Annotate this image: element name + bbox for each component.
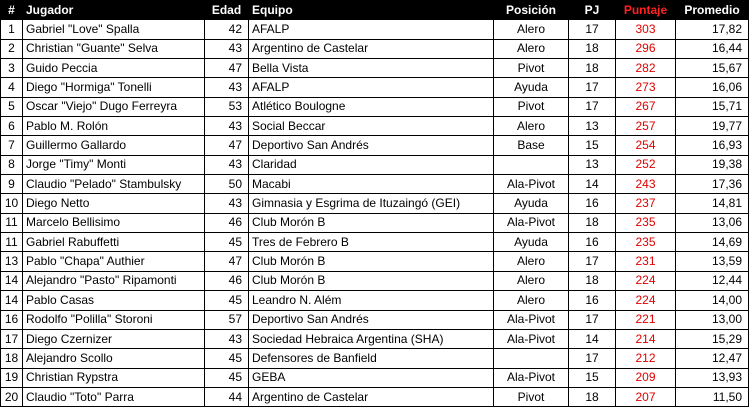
cell-player: Gabriel Rabuffetti: [23, 233, 205, 252]
cell-age: 45: [205, 349, 249, 368]
cell-average: 19,77: [676, 117, 749, 136]
cell-games: 13: [569, 117, 616, 136]
cell-average: 19,38: [676, 155, 749, 174]
cell-points: 296: [616, 39, 676, 58]
cell-player: Alejandro Scollo: [23, 349, 205, 368]
cell-team: Leandro N. Além: [249, 291, 494, 310]
cell-games: 13: [569, 155, 616, 174]
cell-points: 224: [616, 291, 676, 310]
cell-position: Ala-Pivot: [494, 329, 569, 348]
cell-team: GEBA: [249, 368, 494, 387]
cell-rank: 20: [1, 387, 23, 406]
cell-player: Guillermo Gallardo: [23, 136, 205, 155]
cell-points: 252: [616, 155, 676, 174]
cell-age: 43: [205, 39, 249, 58]
cell-points: 207: [616, 387, 676, 406]
cell-player: Diego Czernizer: [23, 329, 205, 348]
cell-position: Alero: [494, 39, 569, 58]
cell-average: 15,29: [676, 329, 749, 348]
cell-age: 43: [205, 194, 249, 213]
table-row: [1, 368, 749, 387]
cell-age: 53: [205, 97, 249, 116]
cell-age: 47: [205, 59, 249, 78]
cell-points: 273: [616, 78, 676, 97]
table-row: [1, 194, 749, 213]
cell-player: Guido Peccia: [23, 59, 205, 78]
cell-average: 15,67: [676, 59, 749, 78]
cell-age: 45: [205, 233, 249, 252]
cell-rank: 8: [1, 155, 23, 174]
cell-player: Diego Netto: [23, 194, 205, 213]
table-row: [1, 233, 749, 252]
cell-rank: 13: [1, 252, 23, 271]
cell-average: 13,59: [676, 252, 749, 271]
table-row: [1, 175, 749, 194]
cell-age: 46: [205, 213, 249, 232]
cell-games: 16: [569, 291, 616, 310]
cell-games: 14: [569, 175, 616, 194]
cell-points: 235: [616, 213, 676, 232]
cell-age: 50: [205, 175, 249, 194]
cell-age: 43: [205, 155, 249, 174]
cell-games: 18: [569, 59, 616, 78]
cell-rank: 19: [1, 368, 23, 387]
cell-points: 282: [616, 59, 676, 78]
cell-games: 17: [569, 78, 616, 97]
cell-team: Club Morón B: [249, 213, 494, 232]
table-row: [1, 349, 749, 368]
cell-position: Ayuda: [494, 233, 569, 252]
cell-player: Pablo M. Rolón: [23, 117, 205, 136]
table-body: [1, 20, 749, 407]
cell-player: Alejandro "Pasto" Ripamonti: [23, 271, 205, 290]
cell-points: 235: [616, 233, 676, 252]
cell-average: 16,44: [676, 39, 749, 58]
cell-points: 243: [616, 175, 676, 194]
cell-position: Ala-Pivot: [494, 175, 569, 194]
cell-age: 45: [205, 291, 249, 310]
cell-average: 11,50: [676, 387, 749, 406]
header-player: Jugador: [23, 1, 205, 20]
table-row: [1, 213, 749, 232]
cell-team: Deportivo San Andrés: [249, 310, 494, 329]
cell-games: 17: [569, 349, 616, 368]
cell-points: 231: [616, 252, 676, 271]
cell-games: 18: [569, 271, 616, 290]
cell-position: Pivot: [494, 387, 569, 406]
cell-age: 57: [205, 310, 249, 329]
cell-player: Rodolfo "Polilla" Storoni: [23, 310, 205, 329]
header-position: Posición: [494, 1, 569, 20]
cell-rank: 17: [1, 329, 23, 348]
table-row: [1, 136, 749, 155]
header-rank: #: [1, 1, 23, 20]
cell-rank: 6: [1, 117, 23, 136]
cell-average: 15,71: [676, 97, 749, 116]
cell-rank: 4: [1, 78, 23, 97]
cell-games: 15: [569, 368, 616, 387]
cell-average: 13,93: [676, 368, 749, 387]
cell-team: Claridad: [249, 155, 494, 174]
cell-team: Tres de Febrero B: [249, 233, 494, 252]
cell-player: Claudio "Pelado" Stambulsky: [23, 175, 205, 194]
cell-position: Base: [494, 136, 569, 155]
cell-team: Bella Vista: [249, 59, 494, 78]
cell-points: 267: [616, 97, 676, 116]
cell-team: Club Morón B: [249, 252, 494, 271]
cell-games: 16: [569, 233, 616, 252]
cell-points: 303: [616, 20, 676, 39]
cell-points: 257: [616, 117, 676, 136]
cell-team: Social Beccar: [249, 117, 494, 136]
cell-position: Alero: [494, 252, 569, 271]
header-age: Edad: [205, 1, 249, 20]
cell-team: Deportivo San Andrés: [249, 136, 494, 155]
cell-games: 15: [569, 136, 616, 155]
cell-player: Christian "Guante" Selva: [23, 39, 205, 58]
cell-position: Alero: [494, 117, 569, 136]
cell-average: 13,00: [676, 310, 749, 329]
cell-age: 43: [205, 78, 249, 97]
header-points: Puntaje: [616, 1, 676, 20]
table-row: [1, 310, 749, 329]
cell-rank: 3: [1, 59, 23, 78]
cell-age: 46: [205, 271, 249, 290]
cell-average: 14,69: [676, 233, 749, 252]
cell-points: 212: [616, 349, 676, 368]
cell-average: 16,06: [676, 78, 749, 97]
cell-position: Ayuda: [494, 78, 569, 97]
cell-rank: 10: [1, 194, 23, 213]
cell-position: [494, 349, 569, 368]
cell-player: Pablo Casas: [23, 291, 205, 310]
cell-team: AFALP: [249, 78, 494, 97]
cell-player: Pablo "Chapa" Authier: [23, 252, 205, 271]
cell-age: 47: [205, 252, 249, 271]
cell-position: Pivot: [494, 59, 569, 78]
cell-age: 42: [205, 20, 249, 39]
cell-rank: 11: [1, 213, 23, 232]
cell-team: Sociedad Hebraica Argentina (SHA): [249, 329, 494, 348]
cell-position: Ayuda: [494, 194, 569, 213]
cell-player: Marcelo Bellisimo: [23, 213, 205, 232]
cell-games: 18: [569, 213, 616, 232]
table-row: [1, 329, 749, 348]
cell-team: Club Morón B: [249, 271, 494, 290]
cell-age: 47: [205, 136, 249, 155]
cell-position: Ala-Pivot: [494, 310, 569, 329]
table-row: [1, 20, 749, 39]
cell-average: 16,93: [676, 136, 749, 155]
cell-average: 12,44: [676, 271, 749, 290]
cell-team: Defensores de Banfield: [249, 349, 494, 368]
cell-team: Atlético Boulogne: [249, 97, 494, 116]
cell-team: Argentino de Castelar: [249, 39, 494, 58]
cell-games: 17: [569, 310, 616, 329]
cell-player: Diego "Hormiga" Tonelli: [23, 78, 205, 97]
cell-position: Alero: [494, 271, 569, 290]
cell-position: Alero: [494, 291, 569, 310]
cell-rank: 9: [1, 175, 23, 194]
cell-average: 14,81: [676, 194, 749, 213]
table-row: [1, 291, 749, 310]
cell-player: Oscar "Viejo" Dugo Ferreyra: [23, 97, 205, 116]
cell-games: 16: [569, 194, 616, 213]
cell-position: Pivot: [494, 97, 569, 116]
cell-average: 14,00: [676, 291, 749, 310]
cell-player: Christian Rypstra: [23, 368, 205, 387]
table-row: [1, 59, 749, 78]
table-row: [1, 97, 749, 116]
table-row: [1, 155, 749, 174]
cell-games: 17: [569, 20, 616, 39]
cell-player: Claudio "Toto" Parra: [23, 387, 205, 406]
table-row: [1, 252, 749, 271]
header-row: [1, 1, 749, 20]
cell-position: Alero: [494, 20, 569, 39]
cell-points: 237: [616, 194, 676, 213]
table-row: [1, 78, 749, 97]
cell-points: 224: [616, 271, 676, 290]
cell-points: 254: [616, 136, 676, 155]
table-row: [1, 39, 749, 58]
cell-games: 17: [569, 97, 616, 116]
cell-age: 45: [205, 368, 249, 387]
cell-rank: 18: [1, 349, 23, 368]
cell-games: 18: [569, 39, 616, 58]
cell-rank: 1: [1, 20, 23, 39]
cell-player: Jorge "Timy" Monti: [23, 155, 205, 174]
cell-team: AFALP: [249, 20, 494, 39]
cell-team: Macabi: [249, 175, 494, 194]
header-games: PJ: [569, 1, 616, 20]
cell-rank: 11: [1, 233, 23, 252]
cell-rank: 2: [1, 39, 23, 58]
cell-average: 13,06: [676, 213, 749, 232]
cell-position: Ala-Pivot: [494, 368, 569, 387]
cell-rank: 14: [1, 271, 23, 290]
cell-points: 209: [616, 368, 676, 387]
cell-points: 214: [616, 329, 676, 348]
table-row: [1, 387, 749, 406]
cell-player: Gabriel "Love" Spalla: [23, 20, 205, 39]
cell-rank: 7: [1, 136, 23, 155]
cell-position: [494, 155, 569, 174]
table-row: [1, 271, 749, 290]
cell-average: 17,36: [676, 175, 749, 194]
cell-team: Gimnasia y Esgrima de Ituzaingó (GEI): [249, 194, 494, 213]
cell-rank: 5: [1, 97, 23, 116]
cell-age: 43: [205, 329, 249, 348]
header-team: Equipo: [249, 1, 494, 20]
cell-games: 18: [569, 387, 616, 406]
header-average: Promedio: [676, 1, 749, 20]
cell-rank: 16: [1, 310, 23, 329]
cell-games: 17: [569, 252, 616, 271]
cell-age: 43: [205, 117, 249, 136]
cell-points: 221: [616, 310, 676, 329]
cell-average: 12,47: [676, 349, 749, 368]
cell-team: Argentino de Castelar: [249, 387, 494, 406]
table-row: [1, 117, 749, 136]
cell-games: 14: [569, 329, 616, 348]
cell-rank: 14: [1, 291, 23, 310]
cell-age: 44: [205, 387, 249, 406]
cell-position: Ala-Pivot: [494, 213, 569, 232]
cell-average: 17,82: [676, 20, 749, 39]
